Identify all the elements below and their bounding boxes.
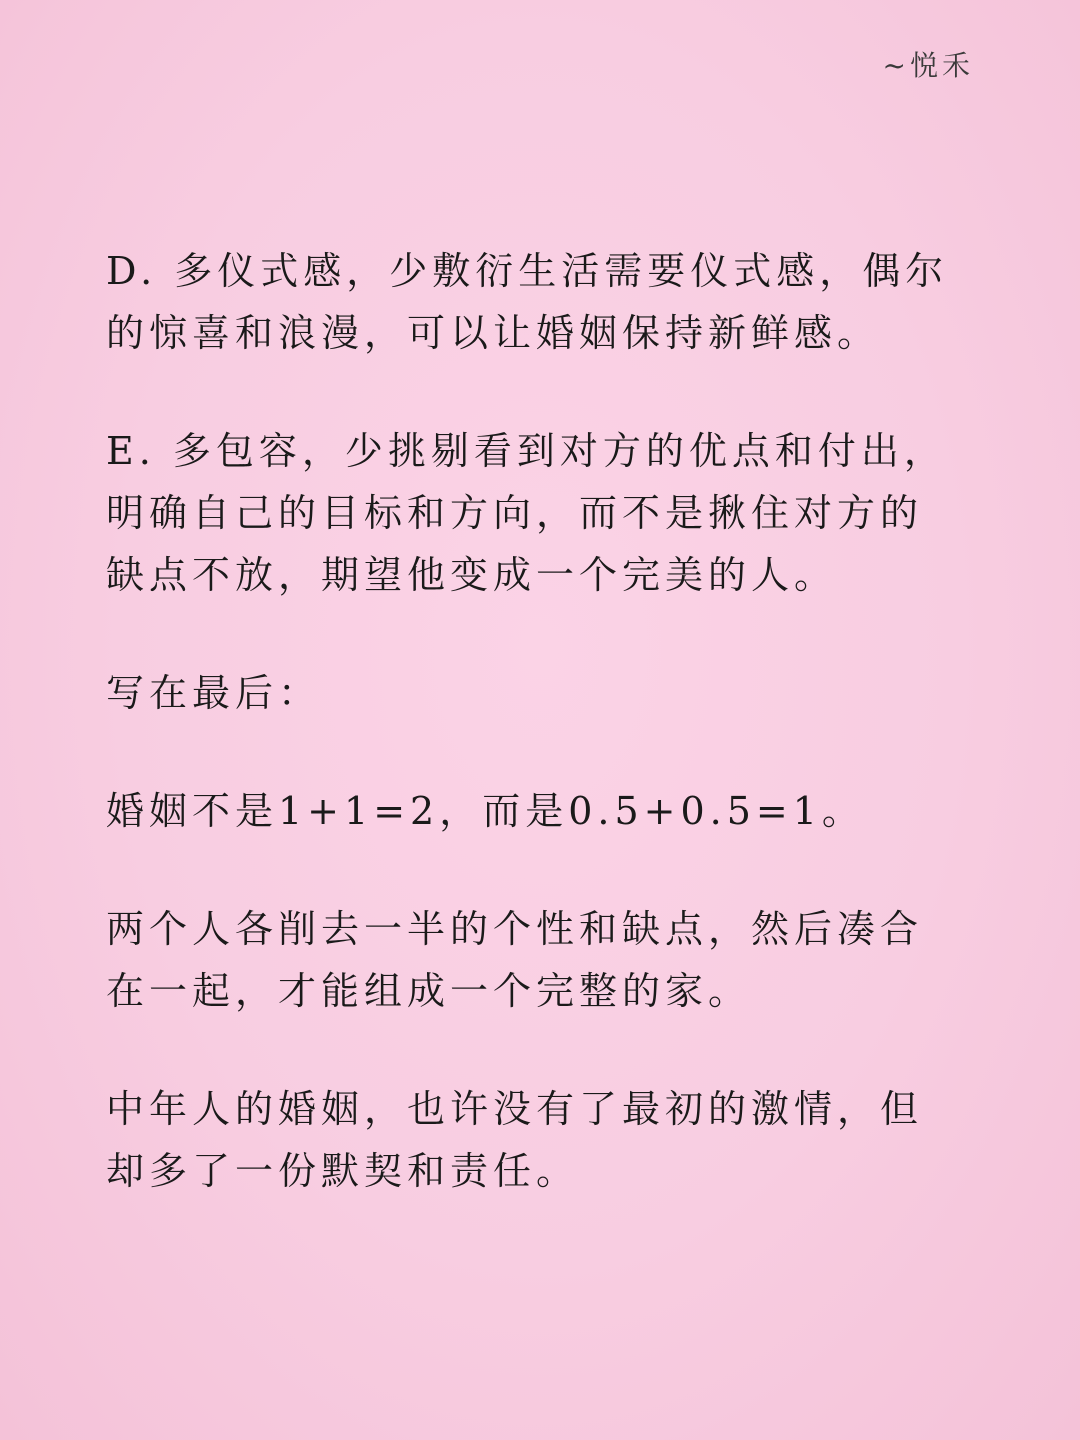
paragraph-middle-age: 中年人的婚姻，也许没有了最初的激情，但 却多了一份默契和责任。 bbox=[106, 1087, 924, 1193]
closing-heading: 写在最后： bbox=[106, 671, 322, 715]
paragraph-tolerance: E. 多包容，少挑剔看到对方的优点和付出， 明确自己的目标和方向，而不是揪住对方的 缺点不放，期望他变成一个完美的人。 bbox=[106, 429, 947, 597]
paragraph-ritual: D. 多仪式感，少敷衍生活需要仪式感，偶尔 的惊喜和浪漫，可以让婚姻保持新鲜感。 bbox=[106, 249, 949, 355]
paragraph-equation: 婚姻不是1+1=2，而是0.5+0.5=1。 bbox=[106, 789, 865, 833]
paragraph-halves: 两个人各削去一半的个性和缺点，然后凑合 在一起，才能组成一个完整的家。 bbox=[106, 907, 924, 1013]
article-body bbox=[106, 240, 986, 1258]
author-signature: ~悦禾 bbox=[882, 49, 974, 82]
